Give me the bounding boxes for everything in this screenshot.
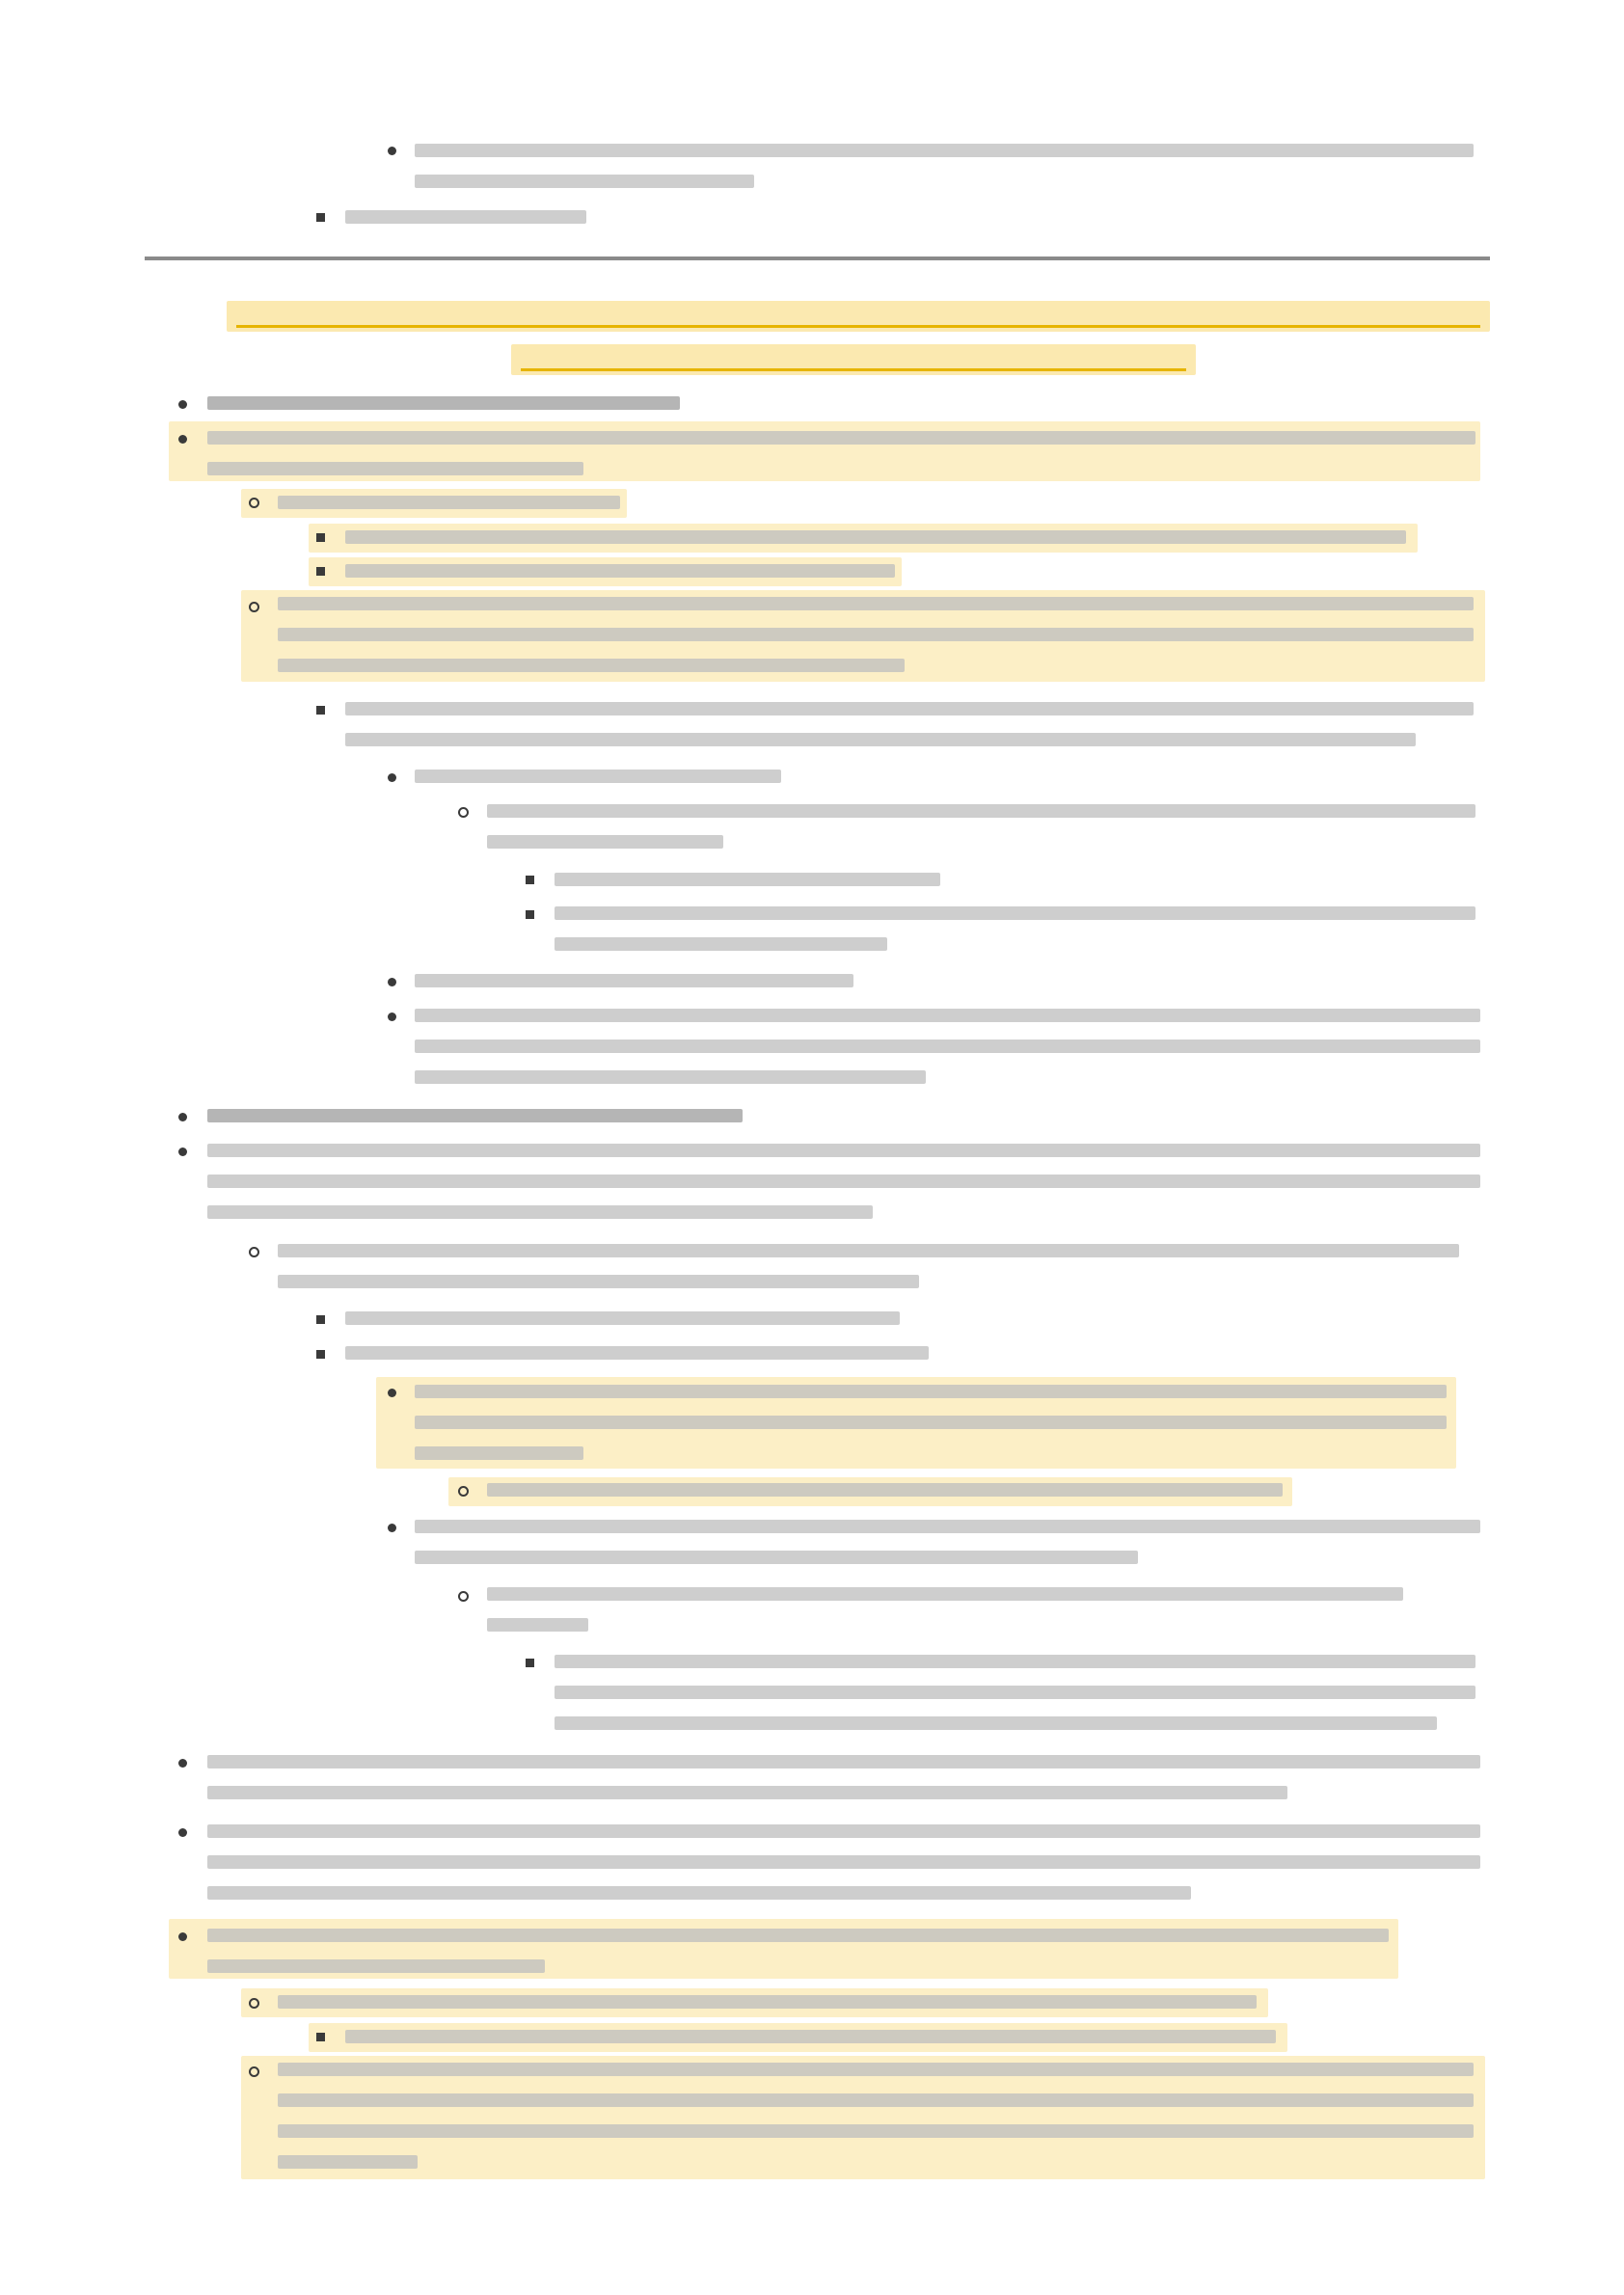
bullet bbox=[178, 400, 187, 409]
bullet bbox=[388, 978, 396, 986]
bullet bbox=[458, 1486, 469, 1497]
text-line bbox=[415, 1446, 583, 1460]
text-line bbox=[345, 210, 586, 224]
text-line bbox=[278, 628, 1474, 641]
text-line bbox=[278, 597, 1474, 610]
bullet bbox=[178, 1828, 187, 1837]
bullet bbox=[316, 706, 325, 715]
bullet bbox=[388, 1389, 396, 1397]
bullet bbox=[388, 773, 396, 782]
bullet bbox=[249, 498, 259, 508]
text-line bbox=[207, 1755, 1480, 1768]
bullet bbox=[249, 602, 259, 612]
text-line bbox=[487, 804, 1475, 818]
bullet bbox=[388, 1012, 396, 1021]
text-line bbox=[415, 1040, 1480, 1053]
bullet bbox=[249, 2066, 259, 2077]
text-line bbox=[555, 1686, 1475, 1699]
text-line bbox=[487, 1618, 588, 1632]
text-line bbox=[207, 1929, 1389, 1942]
bullet bbox=[178, 435, 187, 444]
text-line bbox=[415, 974, 853, 987]
bullet bbox=[526, 876, 534, 884]
text-line bbox=[207, 1786, 1287, 1799]
bullet bbox=[388, 147, 396, 155]
bullet bbox=[316, 1350, 325, 1359]
bullet bbox=[526, 910, 534, 919]
text-line bbox=[278, 2063, 1474, 2076]
bullet bbox=[316, 1315, 325, 1324]
text-line bbox=[415, 1416, 1447, 1429]
text-line bbox=[415, 175, 754, 188]
text-line bbox=[278, 2155, 418, 2169]
text-line bbox=[278, 1275, 919, 1288]
text-line bbox=[415, 1070, 926, 1084]
bullet bbox=[178, 1148, 187, 1156]
title-line-1 bbox=[227, 301, 1490, 332]
bullet bbox=[526, 1659, 534, 1667]
text-line bbox=[207, 431, 1475, 445]
section-divider bbox=[145, 256, 1490, 260]
text-line bbox=[415, 1551, 1138, 1564]
bullet bbox=[316, 567, 325, 576]
bullet bbox=[458, 1591, 469, 1602]
text-line bbox=[345, 564, 895, 578]
text-line bbox=[207, 1174, 1480, 1188]
bullet bbox=[178, 1759, 187, 1768]
text-line bbox=[415, 1009, 1480, 1022]
bullet bbox=[178, 1932, 187, 1941]
heading-line bbox=[207, 396, 680, 410]
text-line bbox=[487, 1587, 1403, 1601]
text-line bbox=[345, 702, 1474, 716]
text-line bbox=[345, 1311, 900, 1325]
text-line bbox=[207, 1855, 1480, 1869]
text-line bbox=[207, 1824, 1480, 1838]
text-line bbox=[345, 1346, 929, 1360]
bullet bbox=[316, 2033, 325, 2041]
text-line bbox=[345, 2030, 1276, 2043]
bullet bbox=[249, 1998, 259, 2009]
text-line bbox=[207, 1886, 1191, 1900]
bullet bbox=[388, 1524, 396, 1532]
bullet bbox=[458, 807, 469, 818]
text-line bbox=[278, 2093, 1474, 2107]
text-line bbox=[278, 1995, 1257, 2009]
text-line bbox=[415, 770, 781, 783]
text-line bbox=[415, 1520, 1480, 1533]
text-line bbox=[487, 1483, 1283, 1497]
text-line bbox=[207, 1959, 545, 1973]
title-line-2 bbox=[511, 344, 1196, 375]
bullet bbox=[316, 533, 325, 542]
text-line bbox=[207, 1205, 873, 1219]
text-line bbox=[278, 1244, 1459, 1257]
text-line bbox=[555, 937, 887, 951]
text-line bbox=[278, 496, 620, 509]
text-line bbox=[345, 530, 1406, 544]
text-line bbox=[207, 462, 583, 475]
heading-line bbox=[207, 1109, 743, 1122]
text-line bbox=[345, 733, 1416, 746]
bullet bbox=[249, 1247, 259, 1257]
text-line bbox=[555, 1655, 1475, 1668]
text-line bbox=[278, 659, 905, 672]
text-line bbox=[278, 2124, 1474, 2138]
text-line bbox=[555, 873, 940, 886]
section-title bbox=[227, 301, 1480, 376]
text-line bbox=[415, 1385, 1447, 1398]
bullet bbox=[178, 1113, 187, 1121]
bullet bbox=[316, 213, 325, 222]
text-line bbox=[555, 906, 1475, 920]
text-line bbox=[415, 144, 1474, 157]
text-line bbox=[555, 1716, 1437, 1730]
text-line bbox=[207, 1144, 1480, 1157]
text-line bbox=[487, 835, 723, 849]
